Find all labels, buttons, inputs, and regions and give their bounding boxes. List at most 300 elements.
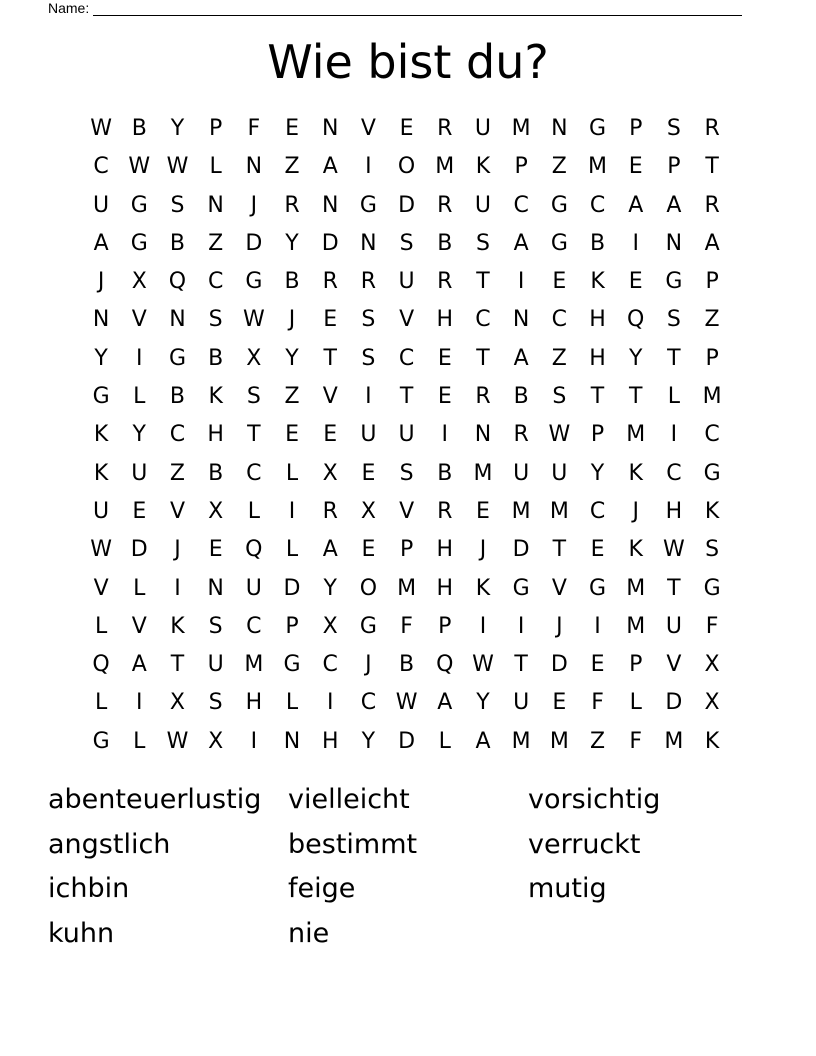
- grid-letter: M: [473, 460, 493, 486]
- grid-letter: D: [512, 537, 530, 563]
- grid-letter: M: [511, 116, 531, 141]
- grid-letter: N: [92, 307, 110, 333]
- grid-row: [82, 225, 732, 263]
- grid-letter: C: [589, 498, 606, 524]
- name-label: Name:: [48, 0, 90, 16]
- grid-letter: P: [705, 345, 719, 371]
- grid-letter: N: [360, 230, 377, 256]
- grid-letter: A: [131, 652, 147, 678]
- grid-letter: K: [93, 460, 109, 486]
- grid-letter: T: [667, 575, 681, 601]
- grid-letter: J: [250, 192, 258, 218]
- grid-letter: G: [589, 116, 607, 141]
- grid-letter: H: [436, 537, 454, 563]
- grid-letter: P: [514, 154, 528, 180]
- grid-letter: E: [437, 345, 452, 371]
- grid-letter: J: [174, 537, 181, 563]
- grid-row: [82, 148, 732, 186]
- grid-letter: U: [398, 422, 415, 448]
- word-list-item: vielleicht: [288, 784, 410, 815]
- grid-row: [82, 187, 732, 225]
- grid-letter: I: [441, 422, 449, 448]
- grid-letter: S: [208, 307, 223, 333]
- grid-letter: G: [359, 613, 377, 639]
- grid-letter: X: [704, 690, 720, 716]
- grid-letter: I: [174, 575, 181, 601]
- grid-letter: Y: [361, 728, 376, 754]
- grid-letter: I: [670, 422, 678, 448]
- grid-letter: V: [399, 307, 415, 333]
- grid-letter: E: [132, 498, 147, 524]
- grid-letter: D: [130, 537, 148, 563]
- grid-letter: P: [209, 116, 223, 141]
- grid-letter: B: [131, 116, 147, 141]
- grid-letter: H: [436, 575, 454, 601]
- grid-letter: Z: [589, 728, 606, 754]
- grid-letter: D: [245, 230, 263, 256]
- grid-letter: H: [207, 422, 224, 448]
- grid-letter: D: [321, 230, 339, 256]
- grid-letter: M: [588, 154, 608, 180]
- grid-letter: J: [97, 269, 105, 295]
- grid-letter: R: [437, 192, 453, 218]
- word-list-item: mutig: [528, 873, 607, 905]
- grid-letter: M: [702, 384, 722, 410]
- grid-row: [82, 378, 732, 416]
- grid-letter: X: [169, 690, 185, 716]
- grid-letter: J: [479, 537, 487, 563]
- grid-letter: Z: [551, 345, 567, 371]
- grid-letter: F: [705, 613, 719, 639]
- grid-letter: A: [666, 192, 682, 218]
- grid-letter: I: [136, 690, 143, 716]
- grid-letter: U: [474, 192, 492, 218]
- name-underline[interactable]: [93, 0, 742, 16]
- grid-row: [82, 340, 732, 378]
- grid-letter: I: [326, 690, 334, 716]
- grid-letter: S: [361, 345, 376, 371]
- grid-letter: X: [322, 613, 338, 639]
- grid-letter: C: [207, 269, 224, 295]
- grid-letter: N: [665, 230, 683, 256]
- word-list-item: feige: [288, 873, 356, 905]
- grid-letter: G: [550, 192, 568, 218]
- grid-letter: A: [437, 690, 453, 716]
- grid-letter: N: [207, 192, 224, 218]
- grid-letter: J: [632, 498, 639, 524]
- grid-row: [82, 416, 732, 454]
- grid-letter: C: [589, 192, 606, 218]
- grid-letter: B: [437, 230, 453, 256]
- grid-letter: C: [513, 192, 529, 218]
- grid-letter: A: [322, 154, 338, 180]
- grid-letter: O: [359, 575, 378, 601]
- grid-letter: W: [548, 422, 571, 448]
- grid-letter: B: [399, 652, 415, 678]
- grid-letter: U: [474, 116, 492, 141]
- grid-letter: X: [208, 728, 224, 754]
- grid-letter: S: [208, 613, 223, 639]
- grid-letter: M: [511, 498, 531, 524]
- grid-letter: R: [322, 498, 338, 524]
- grid-letter: K: [590, 269, 605, 295]
- grid-letter: G: [512, 575, 530, 601]
- grid-letter: K: [628, 460, 643, 486]
- grid-letter: Z: [704, 307, 720, 333]
- grid-row: [82, 531, 732, 569]
- grid-letter: F: [591, 690, 604, 716]
- grid-letter: C: [169, 422, 186, 448]
- grid-letter: Y: [590, 460, 605, 486]
- grid-letter: A: [628, 192, 644, 218]
- grid-letter: P: [590, 422, 605, 448]
- grid-letter: I: [632, 230, 639, 256]
- grid-letter: W: [472, 652, 494, 678]
- grid-letter: X: [360, 498, 376, 524]
- grid-letter: G: [92, 384, 110, 410]
- grid-letter: S: [208, 690, 223, 716]
- grid-letter: Y: [170, 116, 185, 141]
- grid-letter: M: [626, 613, 646, 639]
- grid-letter: A: [322, 537, 338, 563]
- grid-letter: M: [244, 652, 264, 678]
- grid-letter: C: [360, 690, 377, 716]
- grid-letter: U: [93, 192, 110, 218]
- grid-letter: B: [284, 269, 300, 295]
- grid-letter: I: [594, 613, 601, 639]
- grid-letter: N: [207, 575, 224, 601]
- grid-letter: R: [475, 384, 491, 410]
- word-list-item: kuhn: [48, 918, 115, 950]
- grid-letter: L: [667, 384, 681, 410]
- grid-letter: U: [551, 460, 568, 486]
- grid-letter: C: [475, 307, 491, 333]
- grid-letter: S: [399, 230, 414, 256]
- grid-letter: J: [365, 652, 372, 678]
- grid-letter: E: [361, 460, 376, 486]
- grid-letter: V: [93, 575, 109, 601]
- grid-letter: Z: [284, 154, 300, 180]
- grid-letter: E: [552, 690, 567, 716]
- grid-letter: T: [247, 422, 261, 448]
- grid-letter: D: [283, 575, 301, 601]
- grid-letter: R: [360, 269, 377, 295]
- word-list-item: vorsichtig: [528, 784, 661, 815]
- grid-letter: G: [589, 575, 607, 601]
- grid-letter: C: [704, 422, 720, 448]
- grid-letter: C: [246, 460, 262, 486]
- grid-row: [82, 570, 732, 608]
- grid-letter: S: [552, 384, 567, 410]
- grid-letter: V: [666, 652, 682, 678]
- grid-letter: K: [170, 613, 185, 639]
- word-search-grid: [82, 110, 732, 761]
- grid-letter: M: [549, 498, 569, 524]
- grid-letter: L: [209, 154, 222, 180]
- grid-letter: L: [247, 498, 260, 524]
- grid-letter: T: [552, 537, 567, 563]
- grid-letter: H: [245, 690, 263, 716]
- word-list-item: nie: [288, 918, 330, 950]
- grid-letter: L: [94, 690, 108, 716]
- grid-letter: E: [285, 116, 299, 141]
- grid-letter: G: [665, 269, 683, 295]
- grid-letter: P: [667, 154, 681, 180]
- grid-row: [82, 110, 732, 148]
- grid-letter: G: [130, 192, 148, 218]
- grid-letter: L: [629, 690, 642, 716]
- grid-letter: U: [131, 460, 148, 486]
- grid-letter: W: [128, 154, 151, 180]
- grid-letter: T: [667, 345, 681, 371]
- grid-letter: I: [517, 613, 525, 639]
- grid-letter: K: [704, 498, 720, 524]
- grid-letter: Y: [285, 345, 299, 371]
- grid-letter: W: [90, 537, 112, 563]
- grid-letter: I: [250, 728, 258, 754]
- grid-letter: C: [322, 652, 338, 678]
- grid-letter: R: [322, 269, 338, 295]
- grid-letter: B: [208, 460, 224, 486]
- grid-letter: I: [365, 384, 372, 410]
- grid-letter: G: [359, 192, 377, 218]
- grid-letter: W: [166, 728, 189, 754]
- grid-letter: W: [90, 116, 112, 141]
- grid-letter: C: [666, 460, 682, 486]
- grid-letter: L: [285, 460, 299, 486]
- grid-letter: V: [322, 384, 338, 410]
- grid-letter: Y: [132, 422, 146, 448]
- grid-letter: M: [626, 422, 646, 448]
- grid-letter: P: [399, 537, 414, 563]
- grid-letter: E: [323, 307, 338, 333]
- grid-letter: C: [398, 345, 415, 371]
- grid-letter: M: [549, 728, 569, 754]
- grid-letter: M: [511, 728, 531, 754]
- grid-letter: E: [590, 537, 605, 563]
- grid-letter: E: [361, 537, 376, 563]
- grid-row: [82, 455, 732, 493]
- grid-letter: E: [208, 537, 223, 563]
- grid-letter: X: [704, 652, 720, 678]
- grid-letter: E: [590, 652, 605, 678]
- grid-letter: E: [323, 422, 338, 448]
- grid-letter: N: [474, 422, 492, 448]
- grid-letter: E: [628, 269, 643, 295]
- grid-letter: D: [550, 652, 568, 678]
- grid-letter: Y: [323, 575, 337, 601]
- grid-letter: X: [131, 269, 147, 295]
- grid-row: [82, 723, 732, 761]
- grid-letter: B: [169, 230, 186, 256]
- grid-letter: I: [136, 345, 143, 371]
- grid-letter: M: [664, 728, 684, 754]
- grid-row: [82, 263, 732, 301]
- word-list-item: bestimmt: [288, 828, 418, 860]
- grid-letter: R: [284, 192, 300, 218]
- grid-letter: N: [321, 116, 339, 141]
- grid-letter: T: [628, 384, 643, 410]
- grid-letter: R: [437, 269, 453, 295]
- grid-letter: S: [170, 192, 185, 218]
- grid-letter: T: [399, 384, 414, 410]
- grid-letter: B: [437, 460, 453, 486]
- grid-letter: K: [475, 154, 491, 180]
- grid-letter: M: [435, 154, 455, 180]
- grid-letter: A: [475, 728, 491, 754]
- grid-letter: I: [479, 613, 487, 639]
- grid-letter: T: [323, 345, 337, 371]
- grid-letter: S: [246, 384, 261, 410]
- grid-letter: G: [168, 345, 186, 371]
- grid-letter: D: [398, 192, 416, 218]
- grid-letter: G: [550, 230, 568, 256]
- grid-letter: X: [208, 498, 224, 524]
- grid-letter: U: [513, 460, 530, 486]
- grid-letter: Q: [168, 269, 187, 295]
- page-title: Wie bist du?: [267, 35, 549, 89]
- grid-letter: T: [590, 384, 605, 410]
- grid-letter: T: [514, 652, 528, 678]
- grid-letter: R: [437, 498, 453, 524]
- grid-letter: K: [475, 575, 491, 601]
- grid-letter: M: [626, 575, 646, 601]
- grid-letter: R: [513, 422, 529, 448]
- grid-letter: B: [513, 384, 529, 410]
- grid-letter: V: [360, 116, 376, 141]
- grid-letter: J: [556, 613, 563, 639]
- grid-letter: T: [705, 154, 719, 180]
- word-list-item: ichbin: [48, 873, 130, 905]
- grid-letter: E: [285, 422, 299, 448]
- grid-letter: N: [321, 192, 339, 218]
- grid-letter: H: [436, 307, 454, 333]
- grid-letter: Y: [94, 345, 108, 371]
- grid-letter: O: [397, 154, 416, 180]
- grid-letter: L: [438, 728, 451, 754]
- grid-letter: C: [246, 613, 262, 639]
- grid-letter: Q: [245, 537, 263, 563]
- grid-letter: C: [93, 154, 109, 180]
- grid-letter: Y: [628, 345, 643, 371]
- grid-letter: L: [133, 728, 146, 754]
- grid-letter: R: [704, 116, 720, 141]
- grid-letter: E: [628, 154, 643, 180]
- grid-letter: W: [395, 690, 418, 716]
- grid-letter: X: [322, 460, 338, 486]
- grid-letter: A: [704, 230, 720, 256]
- grid-letter: Y: [285, 230, 299, 256]
- grid-row: [82, 684, 732, 722]
- grid-letter: A: [513, 230, 529, 256]
- grid-letter: B: [589, 230, 606, 256]
- grid-row: [82, 608, 732, 646]
- grid-letter: L: [133, 575, 146, 601]
- grid-letter: V: [131, 307, 147, 333]
- grid-letter: T: [476, 269, 490, 295]
- grid-letter: G: [703, 460, 721, 486]
- grid-letter: K: [208, 384, 223, 410]
- grid-letter: L: [94, 613, 108, 639]
- grid-letter: N: [283, 728, 301, 754]
- grid-letter: P: [705, 269, 719, 295]
- grid-letter: T: [476, 345, 490, 371]
- grid-letter: I: [517, 269, 525, 295]
- name-field[interactable]: [48, 0, 742, 18]
- grid-letter: Q: [436, 652, 454, 678]
- grid-letter: U: [245, 575, 262, 601]
- grid-letter: S: [475, 230, 490, 256]
- grid-letter: P: [629, 652, 643, 678]
- grid-letter: F: [629, 728, 643, 754]
- grid-letter: P: [438, 613, 452, 639]
- grid-letter: W: [242, 307, 265, 333]
- grid-letter: U: [360, 422, 377, 448]
- grid-letter: P: [629, 116, 643, 141]
- grid-letter: M: [397, 575, 417, 601]
- grid-letter: Y: [476, 690, 490, 716]
- grid-letter: H: [321, 728, 339, 754]
- grid-letter: J: [288, 307, 296, 333]
- grid-letter: L: [285, 690, 299, 716]
- grid-letter: S: [666, 116, 681, 141]
- grid-letter: V: [131, 613, 147, 639]
- grid-letter: S: [399, 460, 414, 486]
- grid-letter: V: [551, 575, 567, 601]
- grid-letter: Q: [627, 307, 645, 333]
- grid-letter: G: [245, 269, 263, 295]
- word-list-item: abenteuerlustig: [48, 784, 262, 815]
- grid-letter: T: [170, 652, 185, 678]
- grid-letter: R: [704, 192, 720, 218]
- grid-letter: H: [589, 307, 606, 333]
- word-list-item: verruckt: [528, 828, 641, 860]
- grid-letter: A: [513, 345, 529, 371]
- grid-letter: L: [285, 537, 299, 563]
- grid-letter: G: [703, 575, 721, 601]
- grid-letter: B: [208, 345, 224, 371]
- grid-letter: H: [665, 498, 683, 524]
- grid-letter: P: [285, 613, 299, 639]
- grid-letter: X: [246, 345, 262, 371]
- grid-row: [82, 646, 732, 684]
- grid-letter: N: [245, 154, 263, 180]
- grid-letter: E: [399, 116, 414, 141]
- grid-letter: F: [400, 613, 413, 639]
- grid-letter: C: [551, 307, 568, 333]
- grid-letter: F: [247, 116, 261, 141]
- grid-letter: V: [169, 498, 185, 524]
- grid-letter: W: [663, 537, 685, 563]
- grid-letter: H: [589, 345, 606, 371]
- grid-letter: S: [705, 537, 720, 563]
- grid-letter: A: [93, 230, 109, 256]
- grid-letter: Z: [284, 384, 300, 410]
- grid-letter: G: [283, 652, 301, 678]
- grid-letter: N: [551, 116, 568, 141]
- grid-letter: U: [93, 498, 110, 524]
- grid-row: [82, 301, 732, 339]
- grid-letter: G: [130, 230, 148, 256]
- grid-letter: Z: [169, 460, 185, 486]
- grid-letter: B: [169, 384, 186, 410]
- grid-row: [82, 493, 732, 531]
- grid-letter: V: [399, 498, 415, 524]
- grid-letter: E: [552, 269, 567, 295]
- grid-letter: D: [398, 728, 416, 754]
- grid-letter: E: [437, 384, 452, 410]
- grid-letter: S: [361, 307, 376, 333]
